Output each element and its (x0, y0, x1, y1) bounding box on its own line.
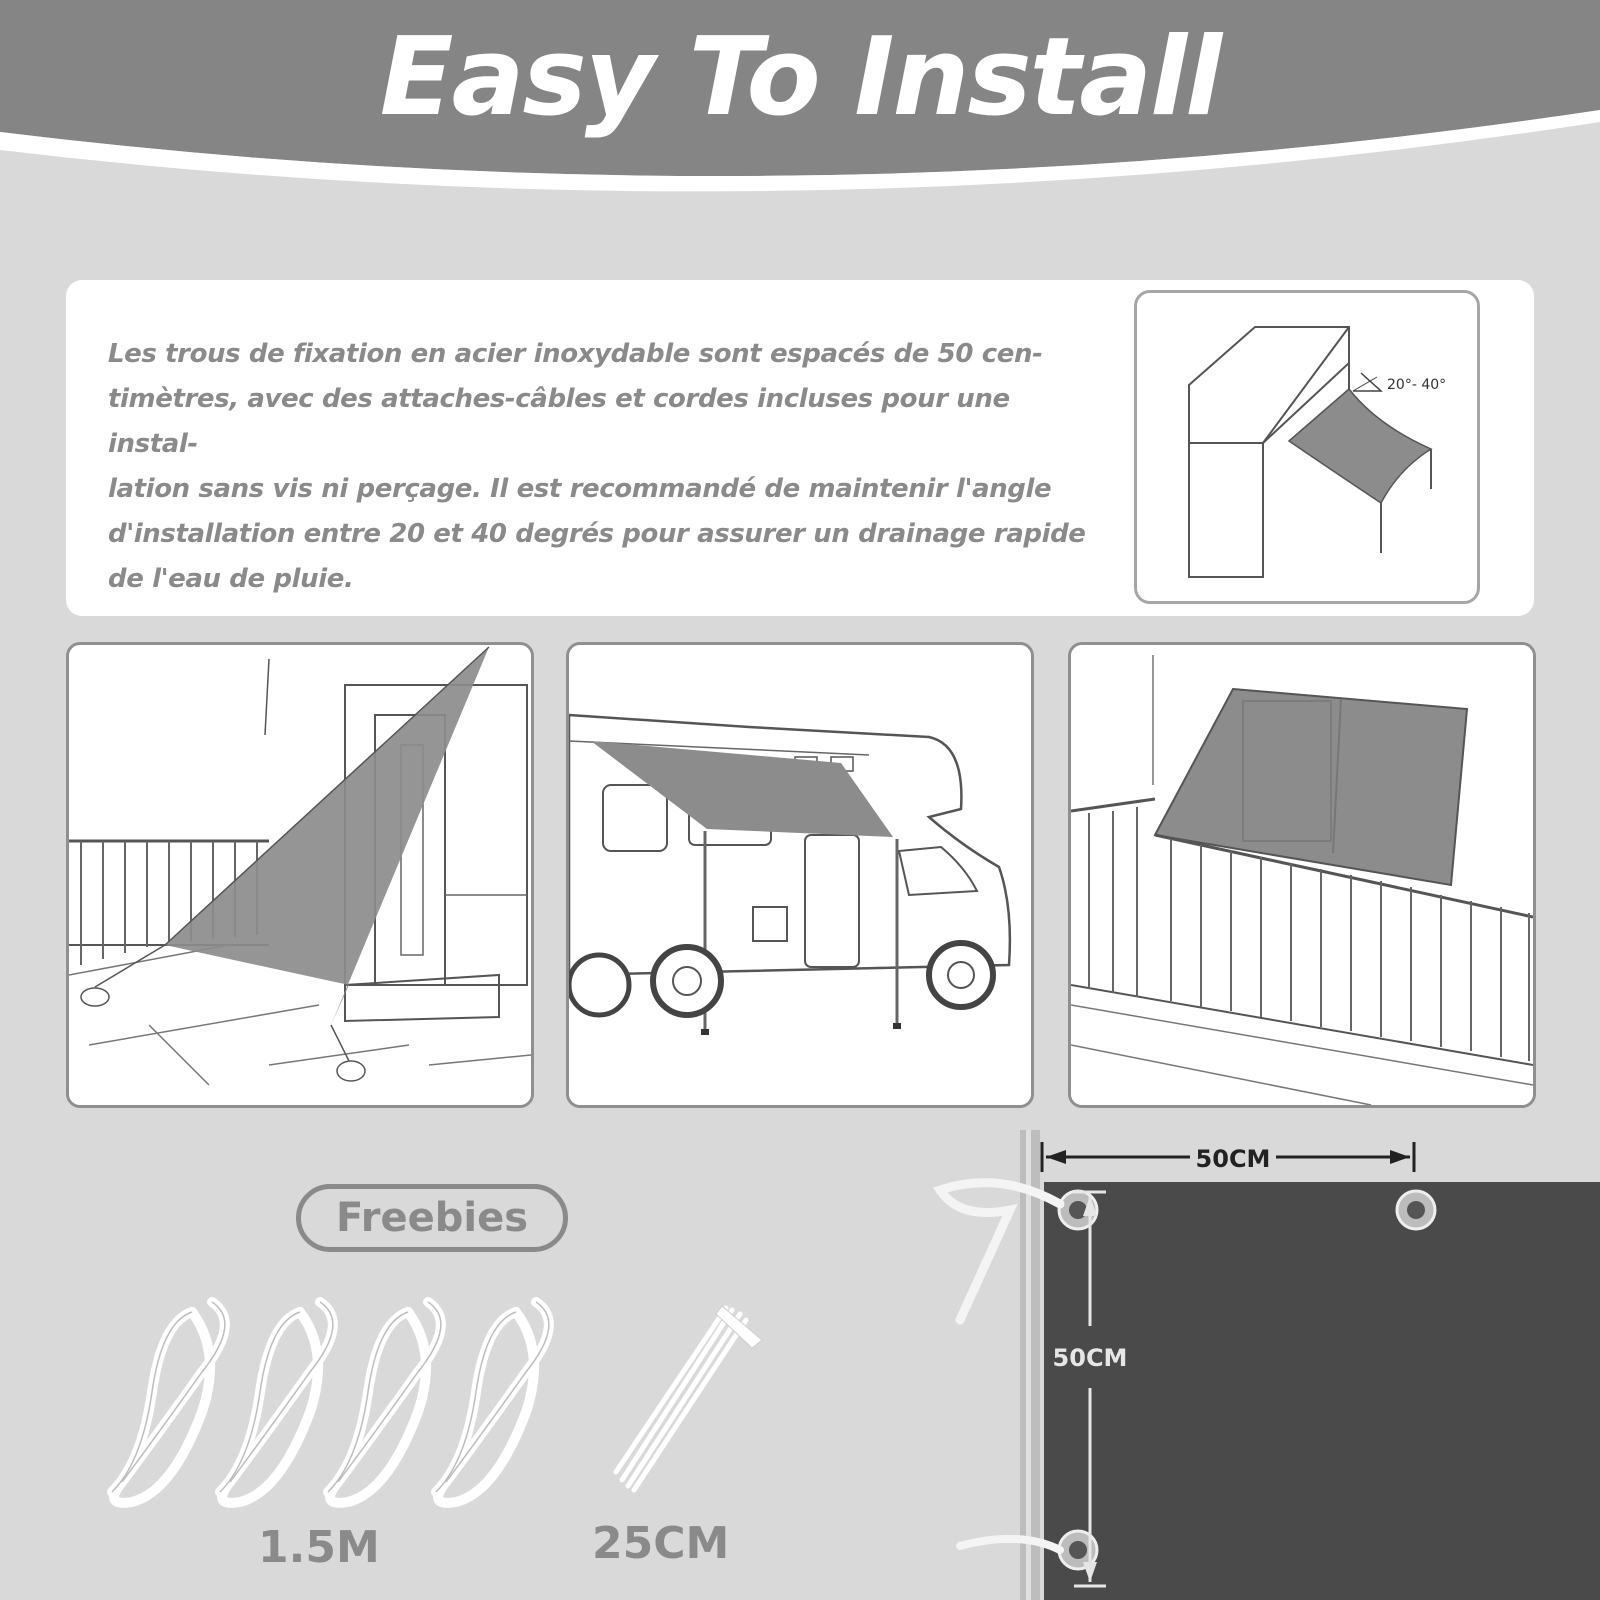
description-line: timètres, avec des attaches-câbles et cordes incluses pour une instal- (108, 384, 1010, 459)
horizontal-dimension-label: 50CM (1195, 1145, 1271, 1173)
description-line: lation sans vis ni perçage. Il est recommandé de maintenir l'angle (108, 474, 1052, 504)
tie-length-label: 25CM (592, 1518, 730, 1569)
description-line: de l'eau de pluie. (108, 564, 354, 594)
grommet-icon (1397, 1191, 1435, 1229)
scene-balcony-door (66, 642, 534, 1108)
rope-length-label: 1.5M (258, 1522, 380, 1573)
building-shade-illustration (1137, 293, 1477, 601)
angle-diagram (1134, 290, 1480, 604)
scene-camper-van (566, 642, 1034, 1108)
description-line: Les trous de fixation en acier inoxydable sont espacés de 50 cen- (108, 339, 1043, 369)
description-line: d'installation entre 20 et 40 degrés pour assurer un drainage rapide (108, 519, 1086, 549)
angle-label: 20°- 40° (1387, 377, 1447, 393)
page-title: Easy To Install (379, 15, 1221, 140)
freebies-badge: Freebies (296, 1184, 568, 1252)
camper-van-illustration (569, 645, 1031, 1105)
fabric-detail (920, 1130, 1600, 1600)
scene-balcony-railing (1068, 642, 1536, 1108)
vertical-dimension-label: 50CM (1052, 1344, 1128, 1372)
header-banner (0, 0, 1600, 230)
installation-description (108, 332, 1108, 602)
cable-tie-icon (612, 1300, 792, 1500)
rope-icon (416, 1292, 576, 1512)
balcony-railing-illustration (1071, 645, 1533, 1105)
info-card (66, 280, 1534, 616)
balcony-door-illustration (69, 645, 531, 1105)
